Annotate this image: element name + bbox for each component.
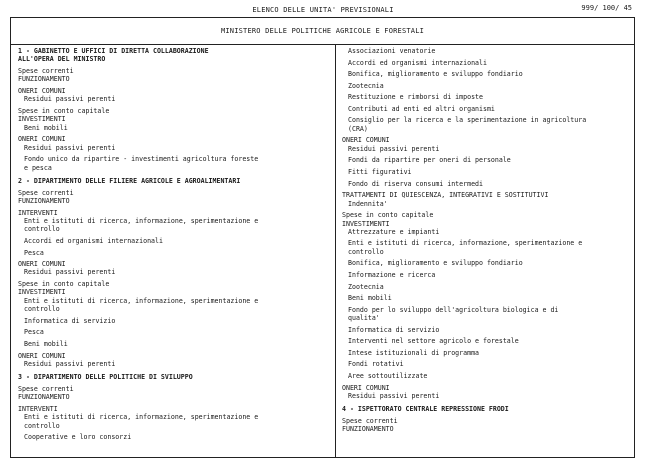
left-column-line: INVESTIMENTI xyxy=(18,288,66,297)
right-column-line: ONERI COMUNI xyxy=(342,136,390,145)
left-column-line: Residui passivi perenti xyxy=(24,143,116,152)
right-column-line: Beni mobili xyxy=(348,294,392,303)
left-column-line: e pesca xyxy=(24,163,52,172)
left-column-line: 2 - DIPARTIMENTO DELLE FILIERE AGRICOLE E AGROALIMENTARI xyxy=(18,177,241,186)
right-column-line: Bonifica, miglioramento e sviluppo fondiario xyxy=(348,70,523,79)
right-column xyxy=(342,48,632,435)
left-column-line: INTERVENTI xyxy=(18,404,58,413)
table-frame xyxy=(10,17,635,458)
right-column-line: qualita' xyxy=(348,314,380,323)
right-column-line: Informatica di servizio xyxy=(348,325,440,334)
left-column-line: Informatica di servizio xyxy=(24,316,116,325)
left-column xyxy=(18,48,330,443)
left-column-line: FUNZIONAMENTO xyxy=(18,196,70,205)
left-column-line: Spese in conto capitale xyxy=(18,106,110,115)
right-column-line: Consiglio per la ricerca e la sperimentazione in agricoltura xyxy=(348,116,587,125)
right-column-line: Intese istituzionali di programma xyxy=(348,348,480,357)
left-column-line: Accordi ed organismi internazionali xyxy=(24,236,163,245)
right-column-line: ONERI COMUNI xyxy=(342,383,390,392)
right-column-line: (CRA) xyxy=(348,124,368,133)
right-column-line: Bonifica, miglioramento e sviluppo fondiario xyxy=(348,259,523,268)
left-column-line: ALL'OPERA DEL MINISTRO xyxy=(18,55,106,64)
header-divider xyxy=(11,44,634,45)
left-column-line: Beni mobili xyxy=(24,339,68,348)
right-column-line: Contributi ad enti ed altri organismi xyxy=(348,104,495,113)
left-column-line: Pesca xyxy=(24,248,44,257)
right-column-line: TRATTAMENTI DI QUIESCENZA, INTEGRATIVI E SOSTITUTIVI xyxy=(342,191,549,200)
right-column-line: Interventi nel settore agricolo e forestale xyxy=(348,337,519,346)
right-column-line: Aree sottoutilizzate xyxy=(348,372,428,381)
left-column-line: 3 - DIPARTIMENTO DELLE POLITICHE DI SVILUPPO xyxy=(18,373,193,382)
left-column-line: Residui passivi perenti xyxy=(24,359,116,368)
ministry-heading: MINISTERO DELLE POLITICHE AGRICOLE E FORESTALI xyxy=(220,27,425,35)
right-column-line: Residui passivi perenti xyxy=(348,392,440,400)
right-column-line: Enti e istituti di ricerca, informazione, sperimentazione e xyxy=(348,239,583,248)
left-column-line: ONERI COMUNI xyxy=(18,135,66,144)
right-column-line: INVESTIMENTI xyxy=(342,219,390,228)
left-column-line: Enti e istituti di ricerca, informazione, sperimentazione e xyxy=(24,296,259,305)
document-code: 999/ 100/ 45 xyxy=(581,4,632,12)
left-column-line: Enti e istituti di ricerca, informazione, sperimentazione e xyxy=(24,216,259,225)
left-column-line: INTERVENTI xyxy=(18,208,58,217)
right-column-line: Zootecnia xyxy=(348,282,384,291)
right-column-line: Spese correnti xyxy=(342,416,398,425)
left-column-line: Pesca xyxy=(24,328,44,337)
right-column-line: FUNZIONAMENTO xyxy=(342,425,394,434)
left-column-line: FUNZIONAMENTO xyxy=(18,393,70,402)
right-column-line: Fitti figurativi xyxy=(348,167,412,176)
left-column-line: 1 - GABINETTO E UFFICI DI DIRETTA COLLABORAZIONE xyxy=(18,47,209,55)
left-column-line: Spese in conto capitale xyxy=(18,280,110,289)
right-column-line: Informazione e ricerca xyxy=(348,271,436,280)
right-column-line: Associazioni venatorie xyxy=(348,47,436,55)
left-column-line: Residui passivi perenti xyxy=(24,95,116,104)
left-column-line: Cooperative e loro consorzi xyxy=(24,433,132,442)
right-column-line: Attrezzature e impianti xyxy=(348,227,440,236)
left-column-line: Beni mobili xyxy=(24,123,68,132)
left-column-line: controllo xyxy=(24,421,60,430)
right-column-line: Fondi rotativi xyxy=(348,360,404,369)
right-column-line: 4 - ISPETTORATO CENTRALE REPRESSIONE FRODI xyxy=(342,405,509,414)
right-column-line: Indennita' xyxy=(348,199,388,208)
left-column-line: Residui passivi perenti xyxy=(24,268,116,277)
left-column-line: ONERI COMUNI xyxy=(18,86,66,95)
left-column-line: Fondo unico da ripartire - investimenti agricoltura foreste xyxy=(24,155,259,164)
right-column-line: Fondo di riserva consumi intermedi xyxy=(348,179,483,188)
right-column-line: Fondo per lo sviluppo dell'agricoltura biologica e di xyxy=(348,305,559,314)
left-column-line: INVESTIMENTI xyxy=(18,115,66,124)
right-column-line: Residui passivi perenti xyxy=(348,144,440,153)
document-title: ELENCO DELLE UNITA' PREVISIONALI xyxy=(252,6,394,14)
left-column-line: Spese correnti xyxy=(18,66,74,75)
right-column-line: controllo xyxy=(348,247,384,256)
column-divider xyxy=(335,44,336,457)
right-column-line: Spese in conto capitale xyxy=(342,211,434,220)
left-column-line: Enti e istituti di ricerca, informazione, sperimentazione e xyxy=(24,413,259,422)
left-column-line: controllo xyxy=(24,225,60,234)
left-column-line: ONERI COMUNI xyxy=(18,260,66,269)
left-column-line: FUNZIONAMENTO xyxy=(18,75,70,84)
right-column-line: Fondi da ripartire per oneri di personale xyxy=(348,156,511,165)
right-column-line: Accordi ed organismi internazionali xyxy=(348,58,487,67)
left-column-line: Spese correnti xyxy=(18,188,74,197)
left-column-line: controllo xyxy=(24,305,60,314)
right-column-line: Restituzione e rimborsi di imposte xyxy=(348,93,483,102)
left-column-line: Spese correnti xyxy=(18,384,74,393)
left-column-line: ONERI COMUNI xyxy=(18,351,66,360)
right-column-line: Zootecnia xyxy=(348,81,384,90)
